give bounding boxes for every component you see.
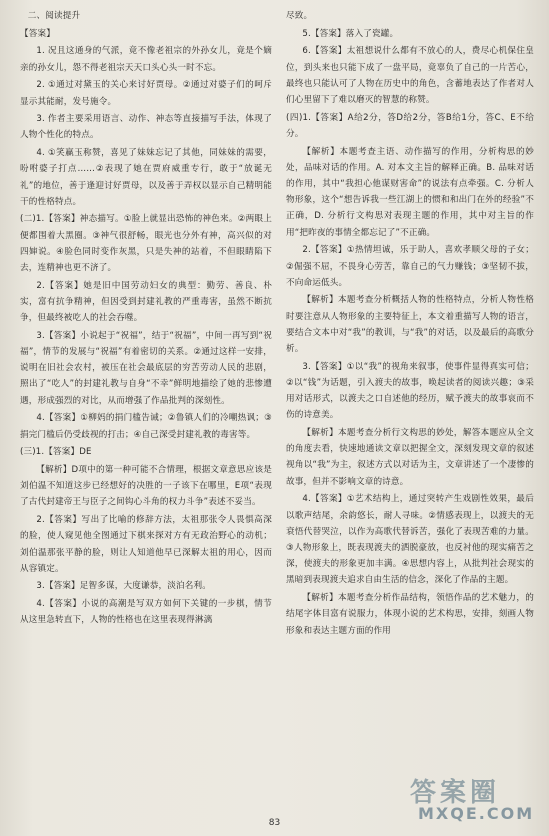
paragraph: 3.【答案】小说起于“祝福”，结于“祝福”，中间一再写到“祝福”，情节的发展与“祝福”有着密切的关系。②通过这样一安排，说明在旧社会农村，被压在社会最底层的穷苦劳动人民的悲剧，照出了“吃人”的封建礼教与自身“不幸”鲜明地描绘了她的悲惨遭遇，形成强烈的对比，从而增强了作品批判的深刻性。 <box>20 330 272 406</box>
paragraph: (三)1.【答案】DE <box>20 447 92 458</box>
paragraph: 2. ①通过对黛玉的关心来讨好贾母。②通过对婆子们的呵斥显示其能耐，发号施令。 <box>20 80 272 107</box>
paragraph: (四)1.【答案】A给2分，答D给2分，答B给1分，答C、E不给分。 <box>286 112 534 139</box>
paragraph: 2.【答案】①热情坦诚，乐于助人，喜欢孝顺父母的子女；②倔强不屈，不畏身心劳苦，靠自己的气力赚钱；③坚韧不拔，不向命运低头。 <box>286 245 534 288</box>
paragraph: 【解析】本题考查分析作品结构，领悟作品的艺术魅力，的结尾字体目富有说服力，体现小说的艺术构思，安排，刻画人物形象和表达主题方面的作用 <box>286 593 534 636</box>
paragraph: 2.【答案】写出了比喻的修辞方法，太祖那张令人畏惧高深的脸，使人窥见他全图通过下棋来探对方有无政治野心的动机；刘伯温那张平静的脸，则让人知道他早已深解太祖的用心，因而从容镇定。 <box>20 515 272 574</box>
paragraph: 6.【答案】太祖想说什么都有不放心的人，费尽心机保住皇位，到头来也只能下成了一盘平局，竟辜负了自己的一片苦心，最终也只能认可了人物在历史中的角色，含蓄地表达了作者对人们心里留下了难以磨灭的智慧的称赞。 <box>286 46 534 106</box>
paragraph: 4.【答案】①柳妈的捐门槛告诫；②鲁镇人们的冷嘲热讽；③捐完门槛后仍受歧视的打击；④自己深受封建礼教的毒害等。 <box>20 413 272 440</box>
paragraph: 【解析】本题考查分析概括人物的性格特点，分析人物性格时要注意从人物形象的主要特征上，本文着重描写人物的语言，要结合文本中对“我”的教训，与“我”的对话，以及最后的高歌分析。 <box>286 295 534 355</box>
paragraph: 4. ①笑赢玉称赞，喜见了妹妹忘记了其他，同妹妹的需要，吩咐婆子打点……②表现了她在贾府威重专行，敢于“放诞无礼”的地位，善于逢迎讨好贾母，以及善于弄权以显示自己精明能干的性格特点。 <box>20 148 272 207</box>
paragraph: 5.【答案】落入了瓷罐。 <box>302 28 399 39</box>
paragraph: 2.【答案】她是旧中国劳动妇女的典型：勤劳、善良、朴实，富有抗争精神，但因受到封建礼教的严重毒害，虽然不断抗争，但最终被吃人的社会吞噬。 <box>20 280 272 324</box>
paragraph: 1. 况且这通身的气派，竟不像老祖宗的外孙女儿，竟是个嫡亲的孙女儿，怨不得老祖宗天天口头心头一时不忘。 <box>20 46 272 73</box>
paragraph: 尽致。 <box>286 11 313 21</box>
watermark-url: MXQE.COM <box>418 804 535 823</box>
right-column <box>286 8 534 640</box>
paragraph: 【解析】D项中的第一种可能不合情理，根据文章意思应该是刘伯温不知道这步已经想好的决胜的一子该下在哪里，E项“表现了古代封建帝王与臣子之间钩心斗角的权力斗争”表述不妥当。 <box>20 464 272 508</box>
watermark-logo-text: 答案圈 <box>410 778 501 808</box>
paragraph: 3. 作者主要采用语言、动作、神态等直接描写手法，体现了人物个性化的特点。 <box>20 114 272 141</box>
paragraph: 4.【答案】小说的高潮是写双方如何下关键的一步棋，情节从这里急转直下，人物的性格也在这里表现得淋漓 <box>20 599 272 626</box>
paragraph: (二)1.【答案】神态描写。①脸上就显出恐怖的神色来。②两眼上便都围着大黑圈。③神气很舒畅，眼光也分外有神，高兴似的对四婶说。④脸色同时变作灰黑，只是失神的站着，不但眼睛陷下去，连精神也更不济了。 <box>20 214 272 274</box>
paragraph: 3.【答案】①以“我”的视角来叙事，使事件显得真实可信；②以“钱”为话题，引入渡夫的故事，唤起读者的阅读兴趣；③采用对话形式，以渡夫之口自述他的经历，赋予渡夫的故事哀而不伤的诗意美。 <box>286 361 534 421</box>
paragraph: 3.【答案】足智多谋，大度谦恭，淡泊名利。 <box>36 581 211 592</box>
paragraph: 【解析】本题考查主语、动作描写的作用，分析构思的妙处，品味对话的作用。A. 对本文主旨的解释正确。B. 品味对话的作用，其中“我担心他谋财害命”的说法有点牵强。C. 分析人物形象，这个“想告诉我一些江湖上的惯和和出门在外的经验”不正确，D. 分析行文构思对表现主题的作用，其中对主旨的作用“把昨夜的事情全都忘记了”不正确。 <box>286 146 534 238</box>
paragraph: 二、阅读提升 <box>27 11 81 21</box>
left-column <box>20 8 272 630</box>
page-number: 83 <box>268 818 281 828</box>
paragraph: 4.【答案】①艺术结构上，通过突转产生戏剧性效果，最后以歌声结尾，余韵悠长，耐人寻味。②情感表现上，以渡夫的无衰悟代替哭泣，以作为高歌代替诉苦，强化了表现苦难的力量。③人物形象上，既表现渡夫的洒脱豪放，也反衬他的现实痛苦之深，使渡夫的形象更加丰满。④思想内容上，从批判社会现实的黑暗到表现渡夫追求自由生活的信念，深化了作品的主题。 <box>286 494 534 586</box>
paragraph: 【答案】 <box>20 28 55 39</box>
paragraph: 【解析】本题考查分析行文构思的妙处，解答本题应从全文的角度去看，快速地通读文章以把握全文，深刻发现文章的叙述视角以“我”为主，叙述方式以对话为主，文章讲述了一个凄惨的故事，但并不影响文章的诗意。 <box>286 428 534 487</box>
